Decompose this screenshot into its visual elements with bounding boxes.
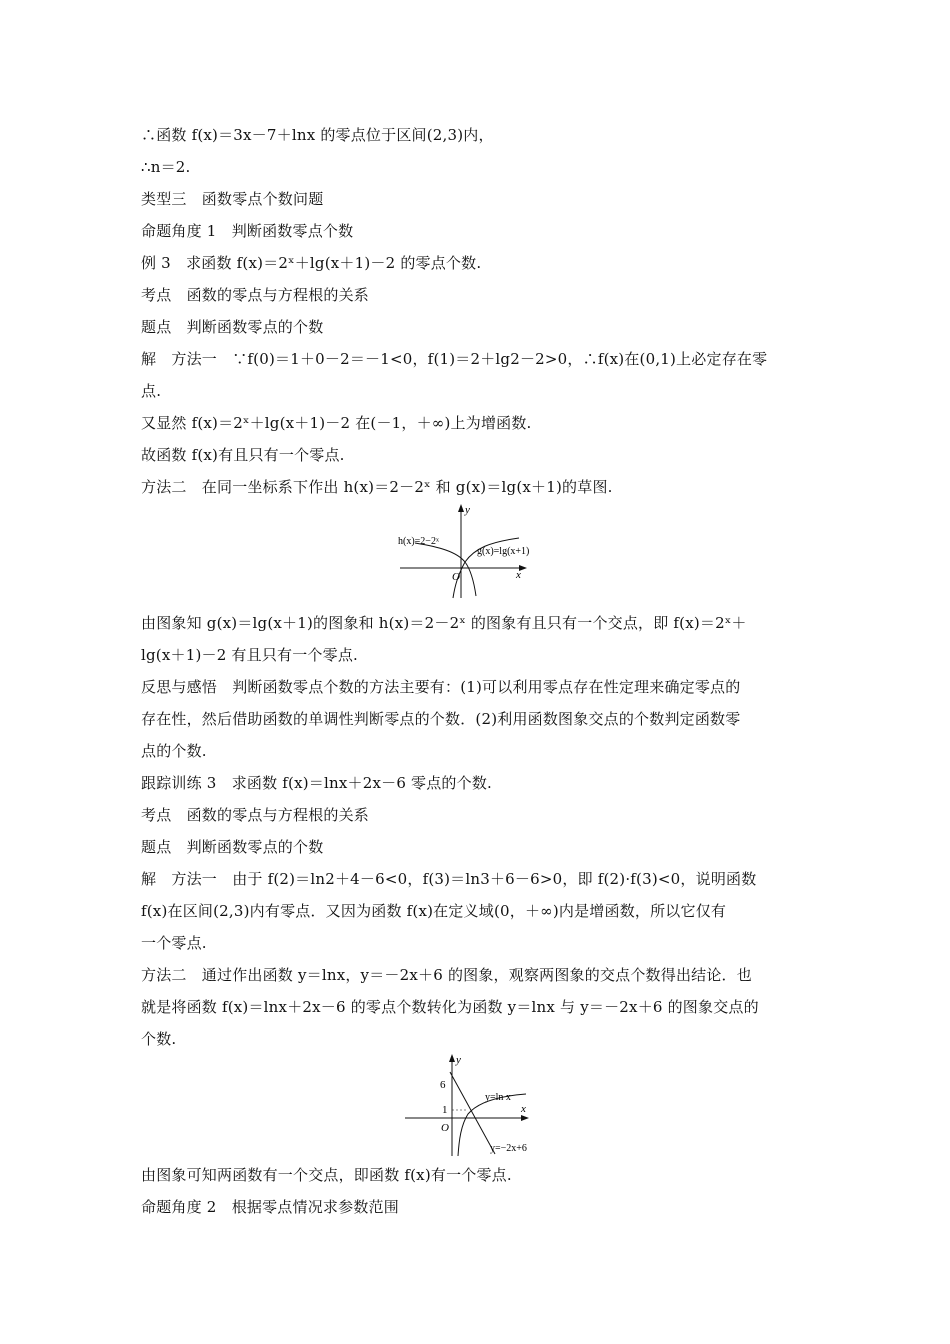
text-line: 点的个数.	[141, 742, 207, 760]
h-label: h(x)=2−2ˣ	[398, 536, 439, 547]
figure-h-g-graph	[395, 500, 535, 600]
ln-label: y=ln x	[485, 1092, 511, 1103]
text-line: 个数.	[141, 1030, 177, 1048]
x-arrow-icon	[521, 1115, 529, 1121]
text-line: 反思与感悟 判断函数零点个数的方法主要有：(1)可以利用零点存在性定理来确定零点的	[141, 678, 741, 696]
tick-6: 6	[440, 1079, 446, 1091]
example-title: 例 3 求函数 f(x)＝2ˣ＋lg(x＋1)－2 的零点个数.	[141, 254, 482, 272]
tick-1: 1	[442, 1104, 448, 1116]
text-line: 题点 判断函数零点的个数	[141, 318, 324, 336]
origin-label: O	[441, 1122, 449, 1134]
subsection-heading: 命题角度 1 判断函数零点个数	[141, 222, 354, 240]
text-line: lg(x＋1)－2 有且只有一个零点.	[141, 646, 358, 664]
text-line: 解 方法一 ∵f(0)＝1＋0－2＝－1<0，f(1)＝2＋lg2－2>0，∴f(x)在(0,1)上必定存在零	[141, 350, 768, 368]
y-axis-label: y	[456, 1054, 461, 1066]
text-line: 方法二 在同一坐标系下作出 h(x)＝2－2ˣ 和 g(x)＝lg(x＋1)的草图.	[141, 478, 613, 496]
x-axis-label: x	[516, 569, 521, 581]
figure-ln-linear-graph	[400, 1050, 560, 1158]
y-axis-label: y	[465, 504, 470, 516]
text-line: f(x)在区间(2,3)内有零点．又因为函数 f(x)在定义域(0，＋∞)内是增函数，所以它仅有	[141, 902, 727, 920]
text-line: 又显然 f(x)＝2ˣ＋lg(x＋1)－2 在(－1，＋∞)上为增函数.	[141, 414, 532, 432]
text-line: 故函数 f(x)有且只有一个零点.	[141, 446, 345, 464]
text-line: 方法二 通过作出函数 y＝lnx，y＝－2x＋6 的图象，观察两图象的交点个数得出结论．也	[141, 966, 752, 984]
text-line: 解 方法一 由于 f(2)＝ln2＋4－6<0，f(3)＝ln3＋6－6>0，即 f(2)·f(3)<0，说明函数	[141, 870, 757, 888]
curve-h	[415, 543, 476, 596]
linear-label: y=−2x+6	[490, 1143, 527, 1154]
text-line: 题点 判断函数零点的个数	[141, 838, 324, 856]
g-label: g(x)=lg(x+1)	[477, 546, 530, 557]
section-heading: 类型三 函数零点个数问题	[141, 190, 324, 208]
y-arrow-icon	[449, 1054, 455, 1062]
text-line: 由图象知 g(x)＝lg(x＋1)的图象和 h(x)＝2－2ˣ 的图象有且只有一个交点，即 f(x)＝2ˣ＋	[141, 614, 747, 632]
subsection-heading: 命题角度 2 根据零点情况求参数范围	[141, 1198, 399, 1216]
text-line: 就是将函数 f(x)＝lnx＋2x－6 的零点个数转化为函数 y＝lnx 与 y＝－2x＋6 的图象交点的	[141, 998, 759, 1016]
text-line: 考点 函数的零点与方程根的关系	[141, 286, 370, 304]
text-line: 由图象可知两函数有一个交点，即函数 f(x)有一个零点.	[141, 1166, 512, 1184]
line-linear	[450, 1072, 495, 1154]
text-line: ∴n＝2.	[141, 158, 191, 176]
exercise-title: 跟踪训练 3 求函数 f(x)＝lnx＋2x－6 零点的个数.	[141, 774, 492, 792]
text-line: 考点 函数的零点与方程根的关系	[141, 806, 370, 824]
text-line: 一个零点.	[141, 934, 207, 952]
x-axis-label: x	[521, 1103, 526, 1115]
text-line: ∴函数 f(x)＝3x－7＋lnx 的零点位于区间(2,3)内，	[141, 126, 494, 144]
text-line: 点.	[141, 382, 162, 400]
y-arrow-icon	[458, 504, 464, 512]
origin-label: O	[452, 571, 460, 583]
text-line: 存在性，然后借助函数的单调性判断零点的个数．(2)利用函数图象交点的个数判定函数零	[141, 710, 741, 728]
